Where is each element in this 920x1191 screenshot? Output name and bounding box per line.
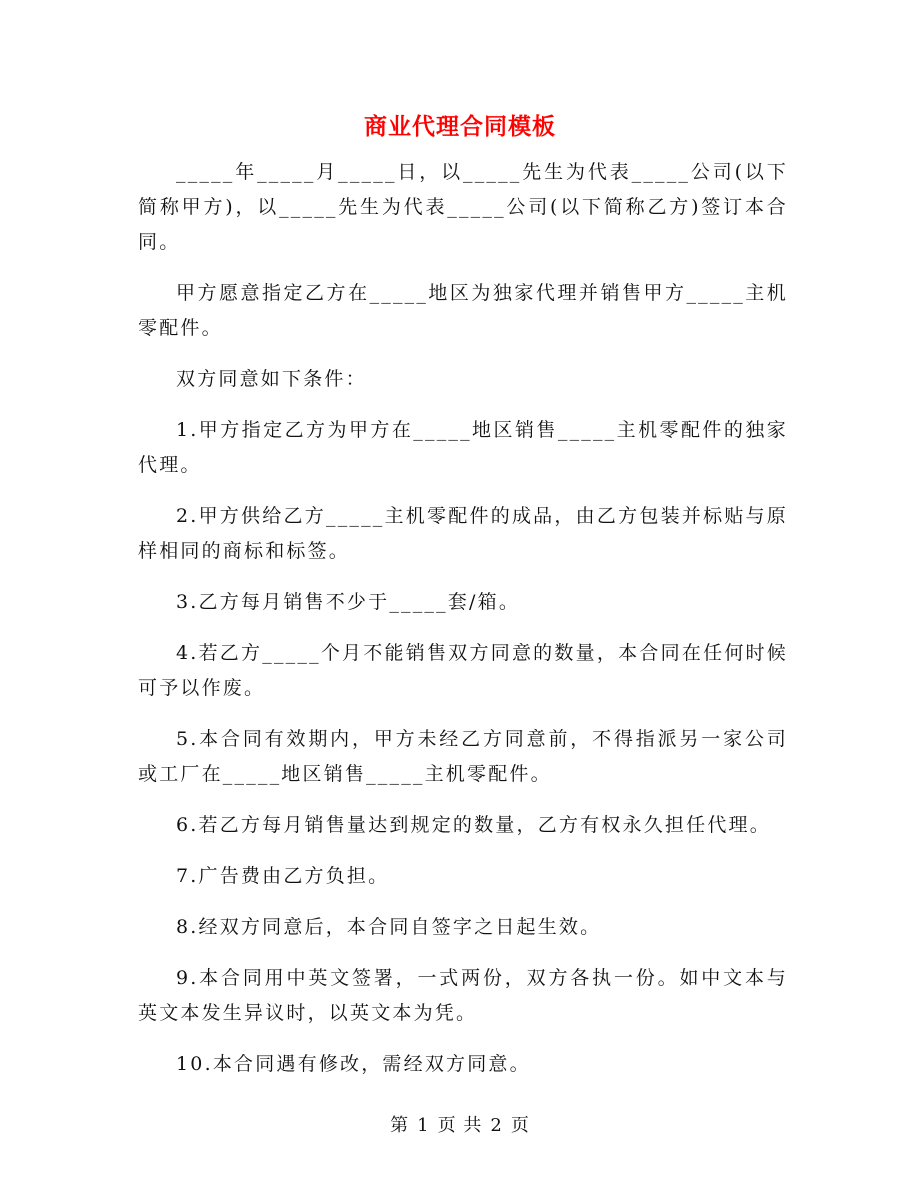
paragraph-conditions-heading: 双方同意如下条件： [176, 368, 367, 390]
document-body [138, 155, 788, 1098]
page-label-prefix: 第 [390, 1115, 410, 1136]
clause-2: 2.甲方供给乙方_____主机零配件的成品，由乙方包装并标贴与原样相同的商标和标签。 [138, 505, 788, 562]
current-page-number: 1 [417, 1115, 430, 1136]
clause-8: 8.经双方同意后，本合同自签字之日起生效。 [176, 916, 602, 938]
page-label-suffix: 页 [510, 1115, 530, 1136]
clause-4: 4.若乙方_____个月不能销售双方同意的数量，本合同在任何时候可予以作废。 [138, 642, 788, 699]
clause-6: 6.若乙方每月销售量达到规定的数量，乙方有权永久担任代理。 [176, 814, 771, 836]
page-footer [0, 1111, 920, 1137]
document-title: 商业代理合同模板 [364, 113, 556, 140]
clause-3: 3.乙方每月销售不少于_____套/箱。 [176, 591, 521, 613]
clause-5: 5.本合同有效期内，甲方未经乙方同意前，不得指派另一家公司或工厂在_____地区销售_____主机零配件。 [138, 728, 788, 785]
paragraph-appointment: 甲方愿意指定乙方在_____地区为独家代理并销售甲方_____主机零配件。 [138, 282, 788, 339]
paragraph-intro: _____年_____月_____日，以_____先生为代表_____公司(以下简称甲方)，以_____先生为代表_____公司(以下简称乙方)签订本合同。 [138, 161, 788, 253]
clause-10: 10.本合同遇有修改，需经双方同意。 [176, 1053, 531, 1075]
clause-7: 7.广告费由乙方负担。 [176, 865, 390, 887]
clause-1: 1.甲方指定乙方为甲方在_____地区销售_____主机零配件的独家代理。 [138, 419, 788, 476]
total-pages-number: 2 [490, 1115, 503, 1136]
page-label-mid: 页 共 [437, 1115, 483, 1136]
clause-9: 9.本合同用中英文签署，一式两份，双方各执一份。如中文本与英文本发生异议时，以英文本为凭。 [138, 967, 788, 1024]
